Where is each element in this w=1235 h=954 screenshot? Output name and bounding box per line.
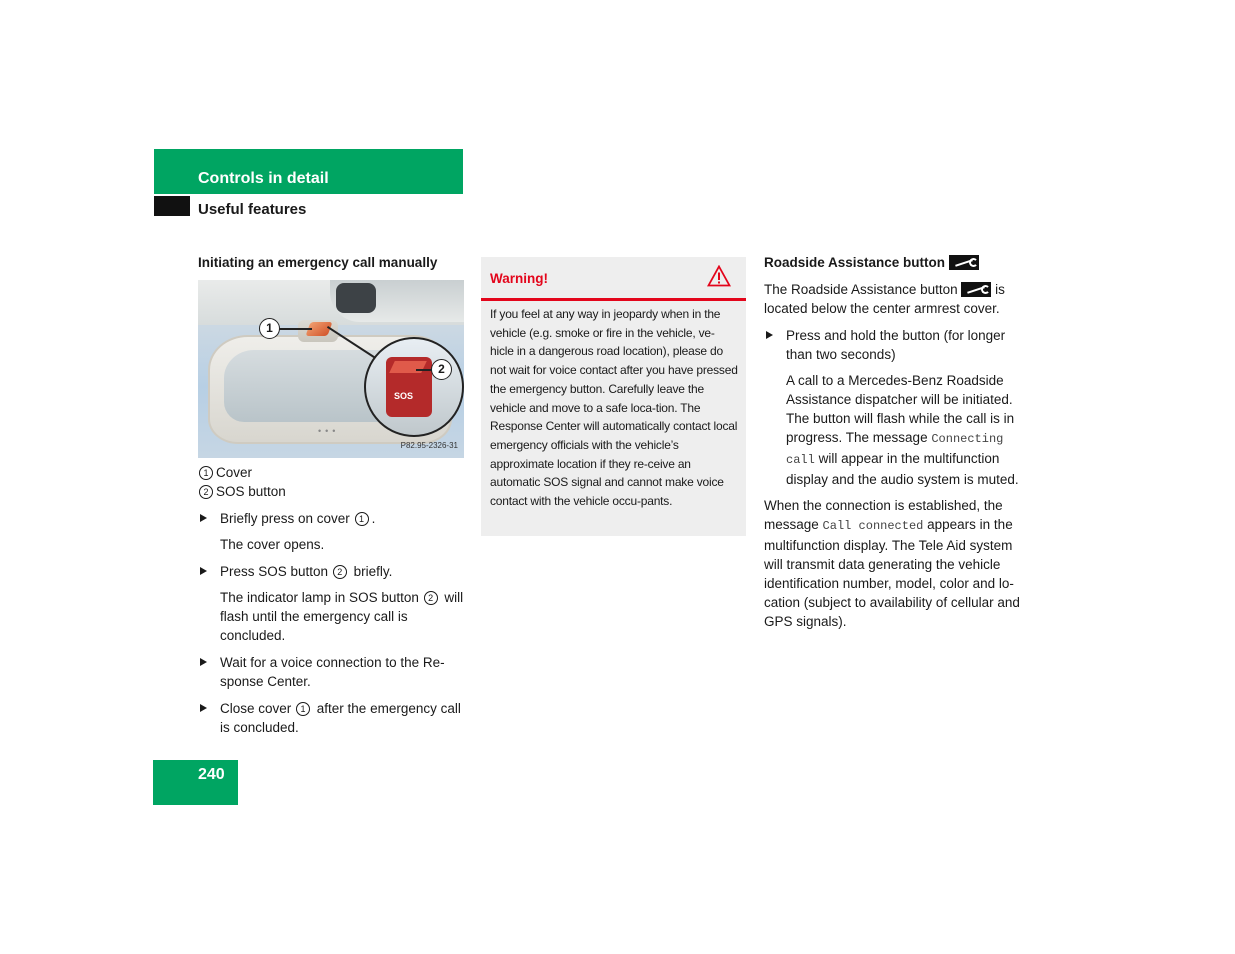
wrench-icon (961, 282, 991, 297)
subsection-marker (154, 196, 190, 216)
instruction-step: Press SOS button 2 briefly. (198, 562, 464, 581)
step-arrow-icon (766, 331, 773, 339)
warning-text: If you feel at any way in jeopardy when in the vehicle (e.g. smoke or fire in the vehicle, ve-hicle in a dangerous road location), please do not wait for voice contact after you have pressed the emergency button. Carefully leave the vehicle and move to a safe loca-tion. The Response Center will automatically contact local emergency officials with the vehicle’s approximate location if they re-ceive an automatic SOS signal and cannot make voice contact with the vehicle occu-pants. (490, 307, 738, 509)
right-column (764, 253, 1034, 631)
figure-code: P82.95-2326-31 (400, 441, 458, 450)
left-column (198, 253, 464, 737)
section-title: Controls in detail (198, 170, 329, 187)
warning-divider (481, 298, 746, 301)
roadside-intro: The Roadside Assistance button is located below the center armrest cover. (764, 282, 1005, 316)
legend-item: 2 SOS button (198, 482, 464, 501)
legend-item: 1 Cover (198, 463, 464, 482)
step-result: The indicator lamp in SOS button 2 will flash until the emergency call is concluded. (220, 590, 464, 643)
instruction-step: Press and hold the button (for longer than two seconds) (764, 326, 1034, 364)
display-message: Connecting call (786, 432, 1004, 467)
figure-legend (198, 463, 464, 501)
warning-box (481, 257, 746, 536)
display-message: Call connected (822, 519, 924, 533)
sos-detail-inset: SOS (364, 337, 464, 437)
subsection-title: Useful features (198, 201, 307, 218)
connection-paragraph: When the connection is established, the message Call connected appears in the multifunction display. The Tele Aid system will transmit data generating the vehicle identification number, model, color and lo-cation (subject to availability of cellular and GPS signals). (764, 498, 1020, 629)
page-number: 240 (198, 766, 225, 783)
roadside-heading: Roadside Assistance button (764, 253, 1034, 272)
step-result: A call to a Mercedes-Benz Roadside Assistance dispatcher will be initiated. The button will flash while the call is in progress. The message Connecting call will appear in the multifunction display and the audio system is muted. (786, 373, 1019, 487)
mirror-sos-figure: SOS 1 2 ••• P82.95-2326-31 (198, 280, 464, 458)
step-result: The cover opens. (220, 537, 325, 552)
step-arrow-icon (200, 658, 207, 666)
warning-triangle-icon (707, 265, 731, 287)
wrench-icon (949, 255, 979, 270)
page-number-box (153, 760, 238, 805)
emergency-call-heading: Initiating an emergency call manually (198, 255, 438, 270)
warning-title: Warning! (490, 271, 548, 286)
figure-callout-1: 1 (259, 318, 280, 339)
instruction-step: Wait for a voice connection to the Re-sponse Center. (198, 653, 464, 691)
step-arrow-icon (200, 567, 207, 575)
step-arrow-icon (200, 704, 207, 712)
step-arrow-icon (200, 514, 207, 522)
instruction-step: Close cover 1 after the emergency call is concluded. (198, 699, 464, 737)
figure-callout-2: 2 (431, 359, 452, 380)
instruction-step: Briefly press on cover 1 . (198, 509, 464, 528)
